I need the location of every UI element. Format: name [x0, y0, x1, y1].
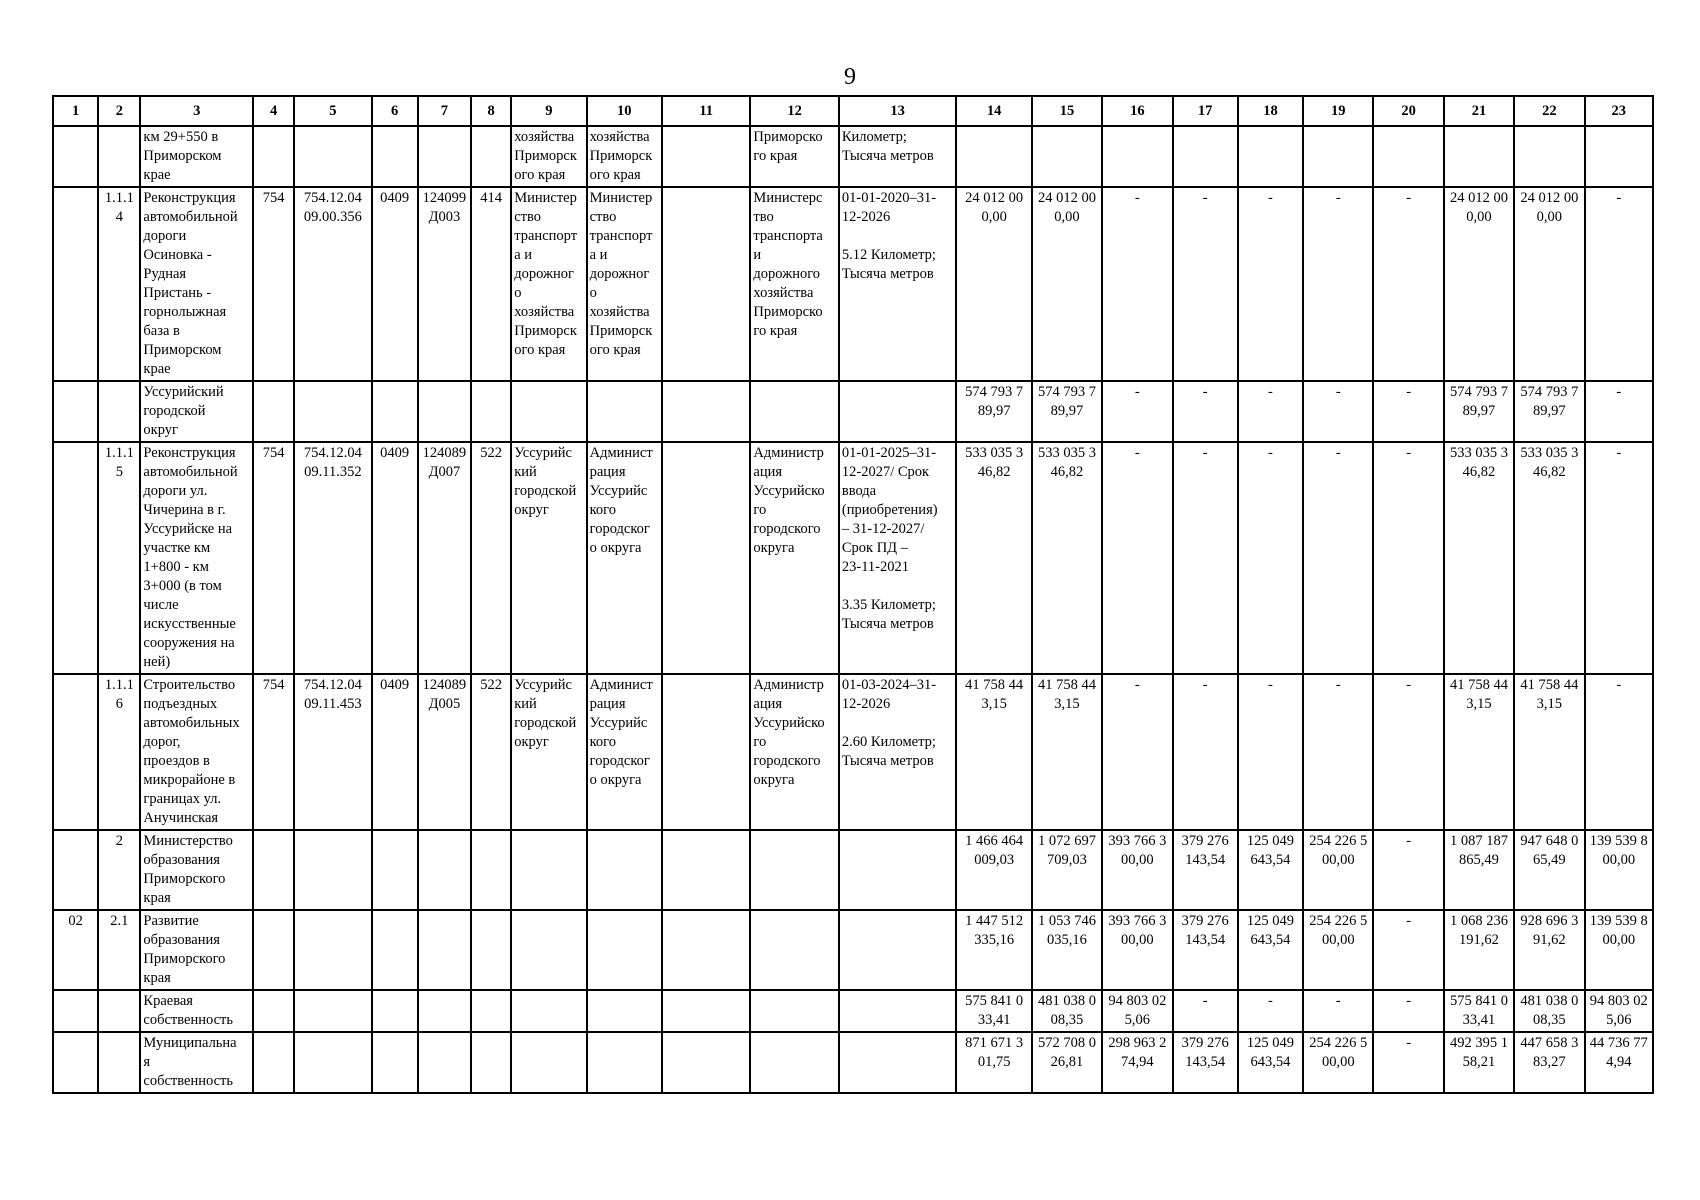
table-cell-col-21: 492 395 1 58,21 — [1444, 1032, 1514, 1093]
table-cell-col-16: - — [1102, 674, 1172, 830]
column-header-1: 1 — [53, 96, 98, 126]
column-header-16: 16 — [1102, 96, 1172, 126]
table-cell-col-9 — [511, 381, 586, 442]
table-cell-col-18: - — [1238, 381, 1303, 442]
table-cell-col-14: 1 447 512 335,16 — [956, 910, 1031, 990]
table-cell-col-13 — [839, 990, 957, 1032]
table-cell-col-11 — [662, 990, 750, 1032]
table-cell-col-22: 574 793 7 89,97 — [1514, 381, 1584, 442]
table-cell-col-8: 522 — [471, 674, 511, 830]
table-cell-col-16: - — [1102, 381, 1172, 442]
table-cell-col-9: Уссурийс кий городской округ — [511, 442, 586, 674]
table-cell-col-1 — [53, 187, 98, 381]
table-cell-col-5: 754.12.04 09.11.352 — [294, 442, 371, 674]
table-cell-col-22: 481 038 0 08,35 — [1514, 990, 1584, 1032]
table-cell-col-3: Муниципальна я собственность — [140, 1032, 253, 1093]
table-cell-col-3: Реконструкция автомобильной дороги Осиновка - Рудная Пристань - горнолыжная база в Приморском крае — [140, 187, 253, 381]
table-cell-col-12 — [750, 830, 838, 910]
table-cell-col-21: 533 035 3 46,82 — [1444, 442, 1514, 674]
table-cell-col-20: - — [1373, 990, 1443, 1032]
table-cell-col-21: 1 087 187 865,49 — [1444, 830, 1514, 910]
column-header-20: 20 — [1373, 96, 1443, 126]
table-cell-col-1 — [53, 990, 98, 1032]
table-cell-col-8 — [471, 990, 511, 1032]
table-cell-col-2 — [98, 381, 140, 442]
table-cell-col-4: 754 — [253, 187, 294, 381]
table-cell-col-11 — [662, 830, 750, 910]
table-cell-col-7: 124089 Д005 — [418, 674, 471, 830]
table-cell-col-11 — [662, 910, 750, 990]
column-header-7: 7 — [418, 96, 471, 126]
table-cell-col-5 — [294, 126, 371, 187]
table-cell-col-19: - — [1303, 381, 1373, 442]
table-cell-col-6: 0409 — [372, 442, 418, 674]
table-cell-col-13: 01-03-2024–31- 12-2026 2.60 Километр; Тысяча метров — [839, 674, 957, 830]
table-cell-col-18: 125 049 643,54 — [1238, 830, 1303, 910]
table-cell-col-18: - — [1238, 187, 1303, 381]
page-number: 9 — [844, 64, 856, 90]
table-cell-col-15: 24 012 00 0,00 — [1032, 187, 1102, 381]
table-cell-col-1 — [53, 442, 98, 674]
table-cell-col-9 — [511, 910, 586, 990]
table-cell-col-17: - — [1173, 674, 1238, 830]
table-cell-col-20: - — [1373, 187, 1443, 381]
table-cell-col-5 — [294, 910, 371, 990]
table-cell-col-17 — [1173, 126, 1238, 187]
column-header-19: 19 — [1303, 96, 1373, 126]
table-cell-col-14: 24 012 00 0,00 — [956, 187, 1031, 381]
table-cell-col-17: - — [1173, 187, 1238, 381]
table-cell-col-23: 94 803 02 5,06 — [1585, 990, 1654, 1032]
table-cell-col-9: Уссурийс кий городской округ — [511, 674, 586, 830]
table-cell-col-7 — [418, 381, 471, 442]
table-cell-col-10 — [587, 830, 662, 910]
table-cell-col-12: Министерс тво транспорта и дорожного хозяйства Приморско го края — [750, 187, 838, 381]
table-cell-col-16: - — [1102, 187, 1172, 381]
table-cell-col-10: Министер ство транспорт а и дорожног о хозяйства Приморск ого края — [587, 187, 662, 381]
table-cell-col-14: 41 758 44 3,15 — [956, 674, 1031, 830]
table-cell-col-12: Приморско го края — [750, 126, 838, 187]
table-cell-col-15: 1 072 697 709,03 — [1032, 830, 1102, 910]
table-cell-col-21: 24 012 00 0,00 — [1444, 187, 1514, 381]
table-row — [53, 187, 1653, 381]
table-cell-col-16: - — [1102, 442, 1172, 674]
table-cell-col-4 — [253, 126, 294, 187]
table-cell-col-11 — [662, 1032, 750, 1093]
table-cell-col-19: - — [1303, 187, 1373, 381]
table-cell-col-14: 871 671 3 01,75 — [956, 1032, 1031, 1093]
column-header-5: 5 — [294, 96, 371, 126]
table-cell-col-17: 379 276 143,54 — [1173, 910, 1238, 990]
table-cell-col-6 — [372, 1032, 418, 1093]
table-cell-col-3: Реконструкция автомобильной дороги ул. Чичерина в г. Уссурийске на участке км 1+800 - км 3+000 (в том числе искусственные сооружения на ней) — [140, 442, 253, 674]
table-cell-col-9: хозяйства Приморск ого края — [511, 126, 586, 187]
table-cell-col-14: 1 466 464 009,03 — [956, 830, 1031, 910]
table-cell-col-18: - — [1238, 674, 1303, 830]
table-cell-col-15: 1 053 746 035,16 — [1032, 910, 1102, 990]
table-cell-col-21 — [1444, 126, 1514, 187]
table-cell-col-11 — [662, 674, 750, 830]
table-cell-col-2 — [98, 1032, 140, 1093]
budget-table — [52, 95, 1654, 1094]
table-cell-col-22: 928 696 3 91,62 — [1514, 910, 1584, 990]
table-cell-col-17: 379 276 143,54 — [1173, 830, 1238, 910]
column-header-21: 21 — [1444, 96, 1514, 126]
column-header-3: 3 — [140, 96, 253, 126]
table-cell-col-6 — [372, 126, 418, 187]
table-cell-col-1 — [53, 126, 98, 187]
table-cell-col-15: 572 708 0 26,81 — [1032, 1032, 1102, 1093]
table-cell-col-2: 1.1.16 — [98, 674, 140, 830]
table-cell-col-4: 754 — [253, 442, 294, 674]
column-header-15: 15 — [1032, 96, 1102, 126]
table-cell-col-4 — [253, 830, 294, 910]
table-cell-col-1 — [53, 830, 98, 910]
table-cell-col-10: Админист рация Уссурийс кого городског о округа — [587, 674, 662, 830]
table-cell-col-5 — [294, 990, 371, 1032]
table-cell-col-8 — [471, 910, 511, 990]
table-cell-col-6: 0409 — [372, 187, 418, 381]
table-cell-col-3: Министерство образования Приморского края — [140, 830, 253, 910]
table-cell-col-18: - — [1238, 442, 1303, 674]
table-row — [53, 990, 1653, 1032]
table-cell-col-7 — [418, 830, 471, 910]
table-cell-col-19: - — [1303, 442, 1373, 674]
table-cell-col-12: Администр ация Уссурийско го городского округа — [750, 674, 838, 830]
table-cell-col-9: Министер ство транспорт а и дорожног о хозяйства Приморск ого края — [511, 187, 586, 381]
table-cell-col-12 — [750, 1032, 838, 1093]
table-cell-col-13 — [839, 381, 957, 442]
column-header-13: 13 — [839, 96, 957, 126]
table-cell-col-2: 1.1.15 — [98, 442, 140, 674]
table-row — [53, 381, 1653, 442]
table-cell-col-13 — [839, 1032, 957, 1093]
table-cell-col-22: 24 012 00 0,00 — [1514, 187, 1584, 381]
column-header-22: 22 — [1514, 96, 1584, 126]
table-cell-col-8 — [471, 1032, 511, 1093]
table-cell-col-12 — [750, 910, 838, 990]
table-cell-col-19: 254 226 5 00,00 — [1303, 910, 1373, 990]
table-cell-col-15: 481 038 0 08,35 — [1032, 990, 1102, 1032]
table-cell-col-5 — [294, 1032, 371, 1093]
table-cell-col-3: Краевая собственность — [140, 990, 253, 1032]
table-cell-col-9 — [511, 990, 586, 1032]
table-cell-col-21: 41 758 44 3,15 — [1444, 674, 1514, 830]
table-cell-col-11 — [662, 187, 750, 381]
table-cell-col-23: 139 539 8 00,00 — [1585, 910, 1654, 990]
table-cell-col-19: 254 226 5 00,00 — [1303, 1032, 1373, 1093]
table-cell-col-3: Развитие образования Приморского края — [140, 910, 253, 990]
table-cell-col-7: 124099 Д003 — [418, 187, 471, 381]
table-row — [53, 910, 1653, 990]
table-cell-col-2 — [98, 126, 140, 187]
table-cell-col-16: 298 963 2 74,94 — [1102, 1032, 1172, 1093]
table-cell-col-6 — [372, 381, 418, 442]
table-cell-col-4 — [253, 381, 294, 442]
table-row — [53, 442, 1653, 674]
table-cell-col-4 — [253, 910, 294, 990]
table-cell-col-11 — [662, 442, 750, 674]
table-cell-col-18: 125 049 643,54 — [1238, 1032, 1303, 1093]
table-cell-col-22 — [1514, 126, 1584, 187]
table-cell-col-1 — [53, 1032, 98, 1093]
table-cell-col-6: 0409 — [372, 674, 418, 830]
table-cell-col-22: 447 658 3 83,27 — [1514, 1032, 1584, 1093]
table-cell-col-21: 1 068 236 191,62 — [1444, 910, 1514, 990]
table-cell-col-3: Уссурийский городской округ — [140, 381, 253, 442]
table-cell-col-22: 947 648 0 65,49 — [1514, 830, 1584, 910]
table-cell-col-10 — [587, 1032, 662, 1093]
column-header-9: 9 — [511, 96, 586, 126]
column-header-14: 14 — [956, 96, 1031, 126]
table-cell-col-23 — [1585, 126, 1654, 187]
table-cell-col-18: - — [1238, 990, 1303, 1032]
table-cell-col-19 — [1303, 126, 1373, 187]
table-cell-col-10 — [587, 910, 662, 990]
table-cell-col-14: 574 793 7 89,97 — [956, 381, 1031, 442]
table-cell-col-13 — [839, 910, 957, 990]
table-cell-col-12 — [750, 990, 838, 1032]
table-cell-col-16 — [1102, 126, 1172, 187]
column-header-8: 8 — [471, 96, 511, 126]
table-row — [53, 1032, 1653, 1093]
table-row — [53, 674, 1653, 830]
table-cell-col-23: 139 539 8 00,00 — [1585, 830, 1654, 910]
table-cell-col-6 — [372, 910, 418, 990]
table-cell-col-21: 574 793 7 89,97 — [1444, 381, 1514, 442]
table-cell-col-7 — [418, 990, 471, 1032]
table-cell-col-15 — [1032, 126, 1102, 187]
column-header-23: 23 — [1585, 96, 1654, 126]
table-cell-col-5: 754.12.04 09.11.453 — [294, 674, 371, 830]
table-cell-col-11 — [662, 126, 750, 187]
table-cell-col-4: 754 — [253, 674, 294, 830]
table-cell-col-8: 522 — [471, 442, 511, 674]
table-cell-col-13 — [839, 830, 957, 910]
table-cell-col-10: Админист рация Уссурийс кого городског о округа — [587, 442, 662, 674]
table-row — [53, 126, 1653, 187]
column-header-2: 2 — [98, 96, 140, 126]
column-number-header-row — [53, 96, 1653, 126]
table-cell-col-14: 533 035 3 46,82 — [956, 442, 1031, 674]
column-header-6: 6 — [372, 96, 418, 126]
table-cell-col-1: 02 — [53, 910, 98, 990]
table-cell-col-1 — [53, 381, 98, 442]
table-cell-col-16: 393 766 3 00,00 — [1102, 830, 1172, 910]
table-cell-col-7 — [418, 910, 471, 990]
table-cell-col-20 — [1373, 126, 1443, 187]
table-cell-col-10 — [587, 381, 662, 442]
table-cell-col-13: 01-01-2025–31- 12-2027/ Срок ввода (приобретения) – 31-12-2027/ Срок ПД – 23-11-2021 3.35 Километр; Тысяча метров — [839, 442, 957, 674]
table-cell-col-5 — [294, 830, 371, 910]
table-cell-col-19: - — [1303, 990, 1373, 1032]
table-cell-col-14: 575 841 0 33,41 — [956, 990, 1031, 1032]
table-cell-col-22: 41 758 44 3,15 — [1514, 674, 1584, 830]
table-cell-col-5: 754.12.04 09.00.356 — [294, 187, 371, 381]
table-cell-col-2: 2.1 — [98, 910, 140, 990]
table-cell-col-15: 533 035 3 46,82 — [1032, 442, 1102, 674]
table-cell-col-8 — [471, 126, 511, 187]
table-cell-col-13: 01-01-2020–31- 12-2026 5.12 Километр; Тысяча метров — [839, 187, 957, 381]
table-cell-col-23: - — [1585, 442, 1654, 674]
table-cell-col-10: хозяйства Приморск ого края — [587, 126, 662, 187]
table-cell-col-17: 379 276 143,54 — [1173, 1032, 1238, 1093]
table-cell-col-11 — [662, 381, 750, 442]
table-cell-col-23: - — [1585, 187, 1654, 381]
table-cell-col-20: - — [1373, 830, 1443, 910]
table-cell-col-14 — [956, 126, 1031, 187]
table-cell-col-3: км 29+550 в Приморском крае — [140, 126, 253, 187]
table-cell-col-8 — [471, 381, 511, 442]
table-cell-col-7: 124089 Д007 — [418, 442, 471, 674]
table-cell-col-10 — [587, 990, 662, 1032]
table-cell-col-3: Строительство подъездных автомобильных дорог, проездов в микрорайоне в границах ул. Анучинская — [140, 674, 253, 830]
table-cell-col-17: - — [1173, 442, 1238, 674]
table-cell-col-2: 2 — [98, 830, 140, 910]
table-cell-col-6 — [372, 990, 418, 1032]
table-cell-col-1 — [53, 674, 98, 830]
table-cell-col-23: 44 736 77 4,94 — [1585, 1032, 1654, 1093]
table-cell-col-20: - — [1373, 674, 1443, 830]
table-cell-col-20: - — [1373, 1032, 1443, 1093]
table-cell-col-16: 393 766 3 00,00 — [1102, 910, 1172, 990]
table-cell-col-20: - — [1373, 381, 1443, 442]
table-cell-col-5 — [294, 381, 371, 442]
column-header-4: 4 — [253, 96, 294, 126]
column-header-10: 10 — [587, 96, 662, 126]
table-cell-col-15: 41 758 44 3,15 — [1032, 674, 1102, 830]
table-cell-col-7 — [418, 1032, 471, 1093]
table-cell-col-8 — [471, 830, 511, 910]
table-cell-col-21: 575 841 0 33,41 — [1444, 990, 1514, 1032]
column-header-17: 17 — [1173, 96, 1238, 126]
table-cell-col-4 — [253, 1032, 294, 1093]
table-cell-col-23: - — [1585, 674, 1654, 830]
table-cell-col-9 — [511, 1032, 586, 1093]
table-cell-col-15: 574 793 7 89,97 — [1032, 381, 1102, 442]
table-cell-col-12: Администр ация Уссурийско го городского округа — [750, 442, 838, 674]
table-body — [53, 96, 1653, 1093]
table-cell-col-23: - — [1585, 381, 1654, 442]
column-header-18: 18 — [1238, 96, 1303, 126]
table-cell-col-13: Километр; Тысяча метров — [839, 126, 957, 187]
table-cell-col-22: 533 035 3 46,82 — [1514, 442, 1584, 674]
table-cell-col-19: - — [1303, 674, 1373, 830]
table-cell-col-8: 414 — [471, 187, 511, 381]
table-cell-col-17: - — [1173, 990, 1238, 1032]
table-cell-col-18 — [1238, 126, 1303, 187]
table-cell-col-2 — [98, 990, 140, 1032]
table-cell-col-16: 94 803 02 5,06 — [1102, 990, 1172, 1032]
table-cell-col-12 — [750, 381, 838, 442]
table-cell-col-18: 125 049 643,54 — [1238, 910, 1303, 990]
table-cell-col-20: - — [1373, 442, 1443, 674]
table-cell-col-6 — [372, 830, 418, 910]
table-cell-col-9 — [511, 830, 586, 910]
table-cell-col-4 — [253, 990, 294, 1032]
table-cell-col-7 — [418, 126, 471, 187]
column-header-11: 11 — [662, 96, 750, 126]
column-header-12: 12 — [750, 96, 838, 126]
table-row — [53, 830, 1653, 910]
table-cell-col-19: 254 226 5 00,00 — [1303, 830, 1373, 910]
table-cell-col-2: 1.1.14 — [98, 187, 140, 381]
table-cell-col-17: - — [1173, 381, 1238, 442]
table-cell-col-20: - — [1373, 910, 1443, 990]
